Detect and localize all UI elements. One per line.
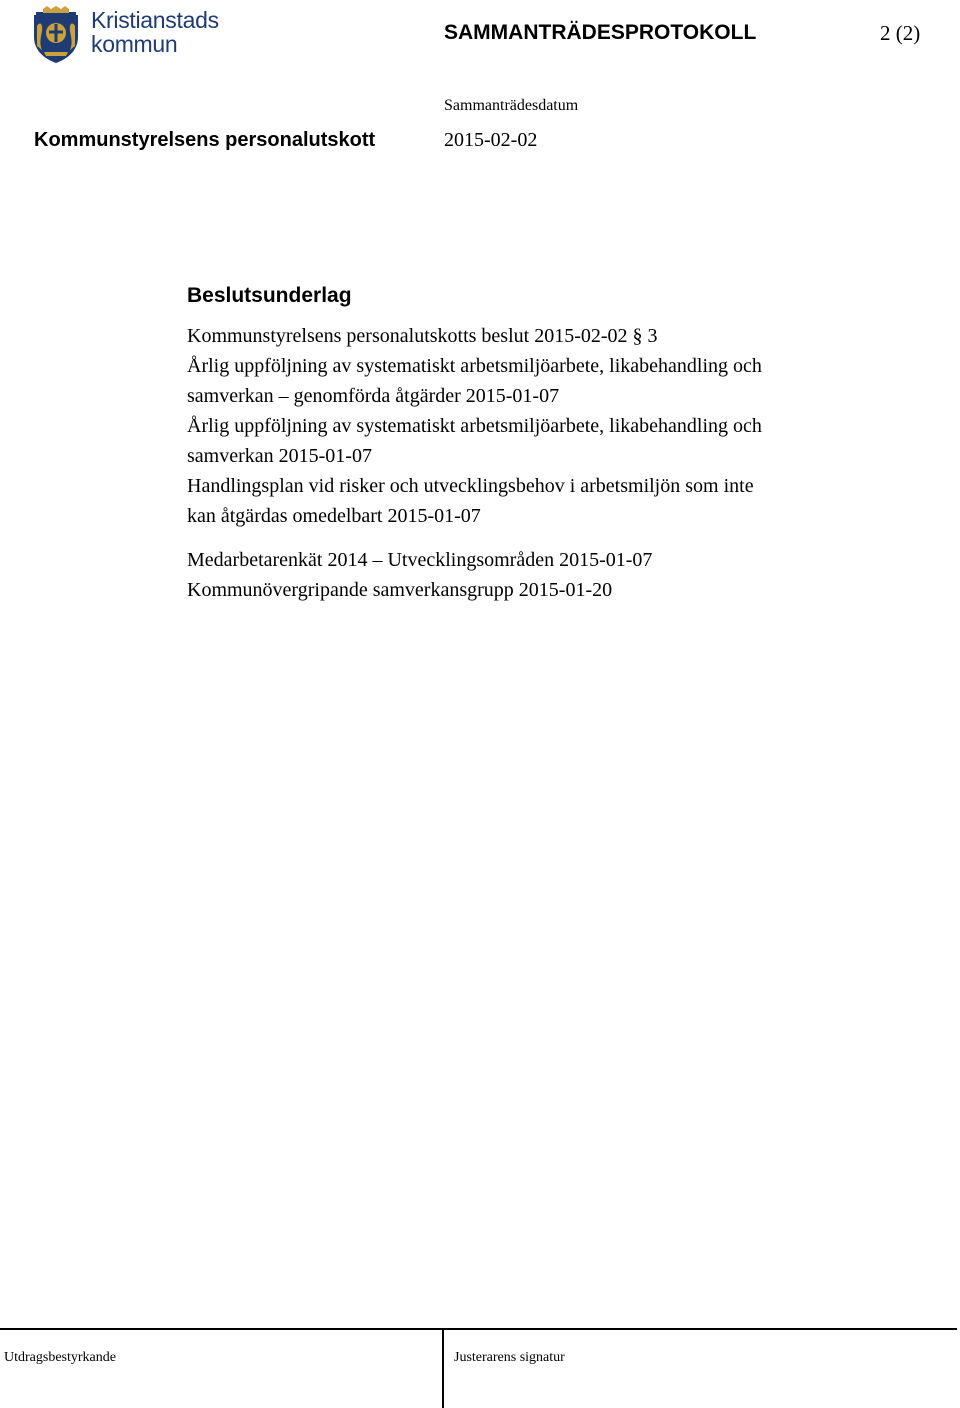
decision-basis-line: Medarbetarenkät 2014 – Utvecklingsområden 2015-01-07	[187, 549, 653, 571]
meeting-date: 2015-02-02	[444, 129, 538, 151]
page-number: 2 (2)	[880, 21, 921, 45]
certification-label: Utdragsbestyrkande	[4, 1350, 116, 1365]
decision-basis-line: Årlig uppföljning av systematiskt arbetsmiljöarbete, likabehandling och	[187, 415, 762, 437]
footer-divider	[0, 1328, 957, 1330]
decision-basis-line: Handlingsplan vid risker och utvecklingsbehov i arbetsmiljön som inte	[187, 475, 754, 497]
decision-basis-line: samverkan – genomförda åtgärder 2015-01-07	[187, 385, 560, 407]
logo-line-1: Kristianstads	[91, 7, 219, 33]
decision-basis-line: Kommunstyrelsens personalutskotts beslut 2015-02-02 § 3	[187, 325, 658, 347]
section-heading: Beslutsunderlag	[187, 284, 352, 307]
city-coat-of-arms-icon	[29, 6, 83, 64]
meeting-date-label: Sammanträdesdatum	[444, 97, 579, 114]
paragraph-gap	[187, 531, 847, 545]
decision-basis-line: samverkan 2015-01-07	[187, 445, 372, 467]
footer-column-separator	[442, 1329, 444, 1408]
document-title: SAMMANTRÄDESPROTOKOLL	[444, 21, 757, 44]
kristianstad-kommun-logo	[29, 6, 219, 64]
decision-basis-line: Kommunövergripande samverkansgrupp 2015-01-20	[187, 579, 613, 601]
decision-basis-list	[187, 321, 847, 605]
committee-name: Kommunstyrelsens personalutskott	[34, 129, 376, 151]
decision-basis-line: kan åtgärdas omedelbart 2015-01-07	[187, 505, 481, 527]
logo-line-2: kommun	[91, 31, 178, 57]
decision-basis-line: Årlig uppföljning av systematiskt arbetsmiljöarbete, likabehandling och	[187, 355, 762, 377]
adjuster-signature-label: Justerarens signatur	[454, 1350, 565, 1365]
logo-wordmark	[91, 8, 219, 56]
